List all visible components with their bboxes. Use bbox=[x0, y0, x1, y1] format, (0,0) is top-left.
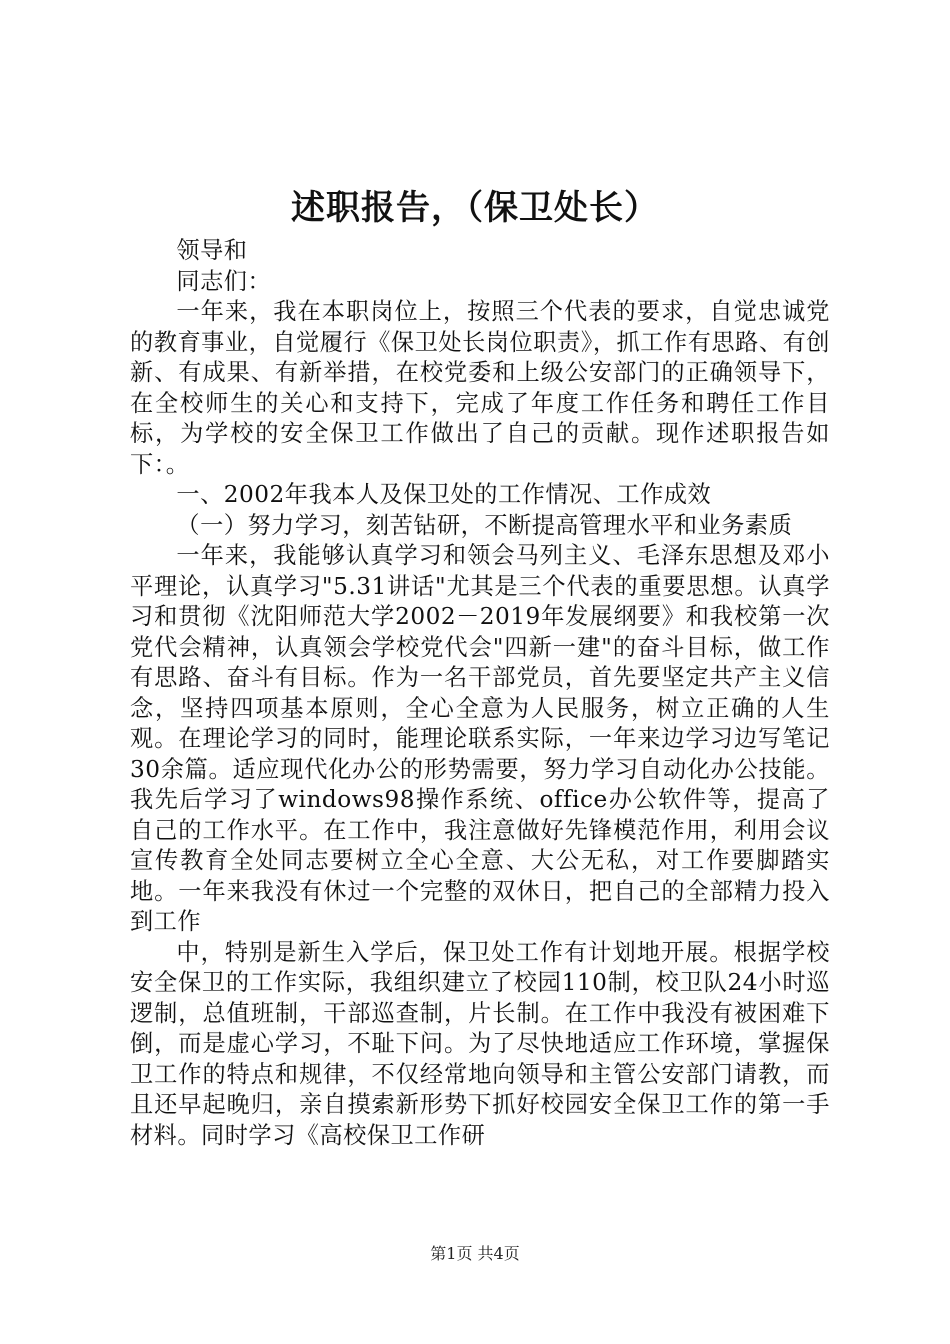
salutation-line-1: 领导和 bbox=[176, 237, 248, 264]
document-title: 述职报告，（保卫处长） bbox=[291, 188, 659, 228]
section-heading-1: 一、2002年我本人及保卫处的工作情况、工作成效 bbox=[176, 481, 712, 508]
body-paragraph-study: 一年来，我能够认真学习和领会马列主义、毛泽东思想及邓小平理论，认真学习"5.31讲话"尤其是三个代表的重要思想。认真学习和贯彻《沈阳师范大学2002－2019年发展纲要》和我校第一次党代会精神，认真领会学校党代会"四新一建"的奋斗目标，做工作有思路、奋斗有目标。作为一名干部党员，首先要坚定共产主义信念，坚持四项基本原则，全心全意为人民服务，树立正确的人生观。在理论学习的同时，能理论联系实际，一年来边学习边写笔记30余篇。适应现代化办公的形势需要，努力学习自动化办公技能。我先后学习了windows98操作系统、office办公软件等，提高了自己的工作水平。在工作中，我注意做好先锋模范作用，利用会议宣传教育全处同志要树立全心全意、大公无私，对工作要脚踏实地。一年来我没有休过一个完整的双休日，把自己的全部精力投入到工作 bbox=[130, 542, 830, 935]
page-footer: 第1页 共4页 bbox=[430, 1244, 520, 1263]
body-paragraph-security: 中，特别是新生入学后，保卫处工作有计划地开展。根据学校安全保卫的工作实际，我组织建立了校园110制，校卫队24小时巡逻制，总值班制，干部巡查制，片长制。在工作中我没有被困难下倒，而是虚心学习，不耻下问。为了尽快地适应工作环境，掌握保卫工作的特点和规律，不仅经常地向领导和主管公安部门请教，而且还早起晚归，亲自摸索新形势下抓好校园安全保卫工作的第一手材料。同时学习《高校保卫工作研 bbox=[130, 938, 830, 1149]
document-body bbox=[130, 236, 830, 1151]
salutation-line-2: 同志们： bbox=[176, 267, 272, 295]
subsection-heading-1: （一）努力学习，刻苦钻研，不断提高管理水平和业务素质 bbox=[176, 511, 793, 539]
intro-paragraph: 一年来，我在本职岗位上，按照三个代表的要求，自觉忠诚党的教育事业，自觉履行《保卫处长岗位职责》，抓工作有思路、有创新、有成果、有新举措，在校党委和上级公安部门的正确领导下，在全校师生的关心和支持下，完成了年度工作任务和聘任工作目标，为学校的安全保卫工作做出了自己的贡献。现作述职报告如下：。 bbox=[130, 298, 830, 478]
